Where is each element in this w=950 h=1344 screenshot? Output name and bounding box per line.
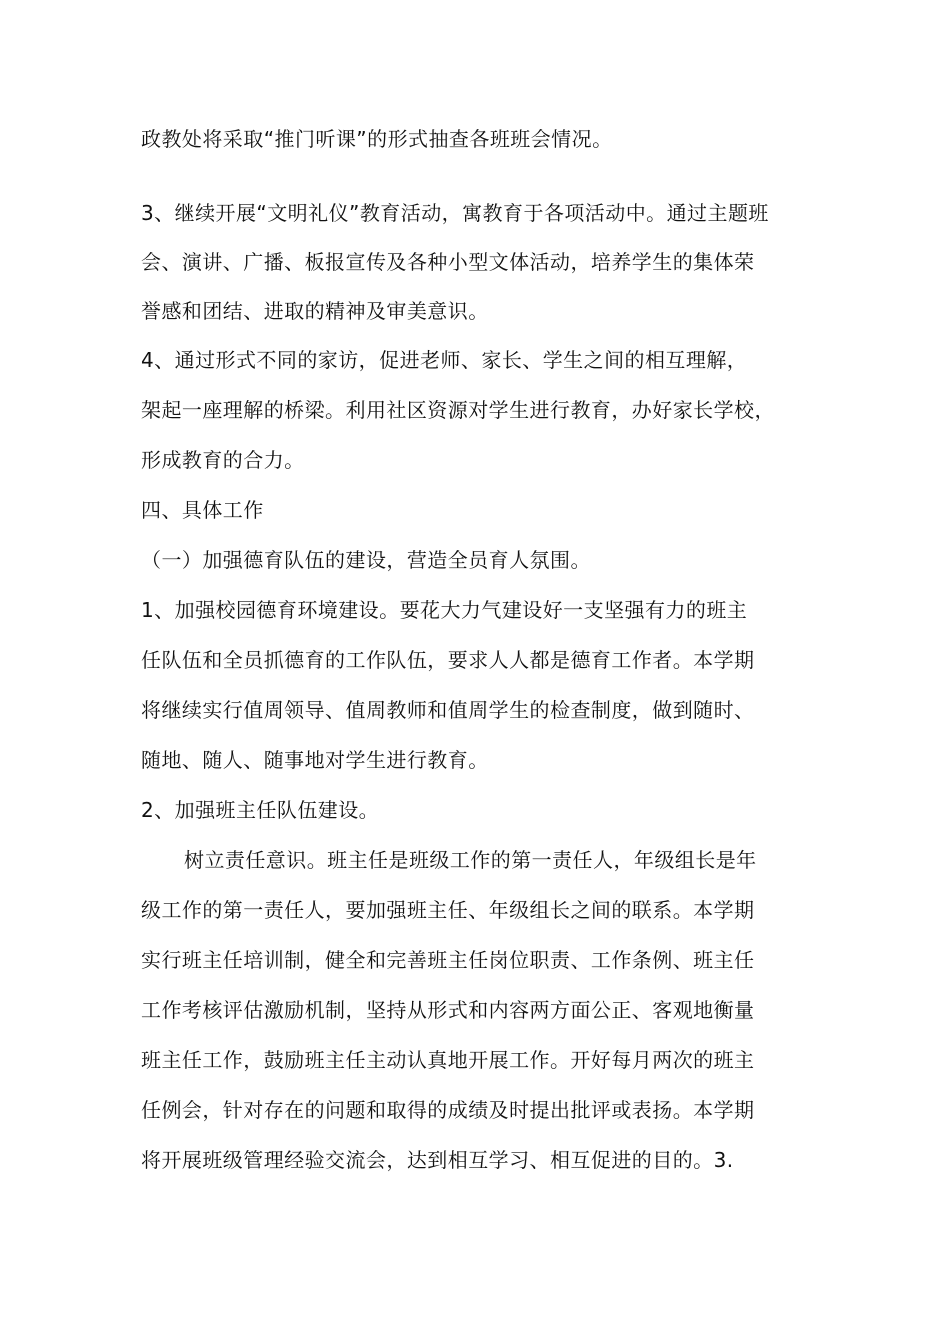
text-line: 4、通过形式不同的家访，促进老师、家长、学生之间的相互理解， xyxy=(141,348,748,372)
text-line: 政教处将采取“推门听课”的形式抽查各班班会情况。 xyxy=(141,127,613,151)
text-line: 3、继续开展“文明礼仪”教育活动，寓教育于各项活动中。通过主题班 xyxy=(141,201,769,225)
text-line: 架起一座理解的桥梁。利用社区资源对学生进行教育，办好家长学校， xyxy=(141,398,775,422)
text-line: 随地、随人、随事地对学生进行教育。 xyxy=(141,748,489,772)
text-line: 形成教育的合力。 xyxy=(141,448,305,472)
text-line: 实行班主任培训制，健全和完善班主任岗位职责、工作条例、班主任 xyxy=(141,948,755,972)
text-line: 任队伍和全员抓德育的工作队伍，要求人人都是德育工作者。本学期 xyxy=(141,648,755,672)
text-line: 班主任工作，鼓励班主任主动认真地开展工作。开好每月两次的班主 xyxy=(141,1048,755,1072)
text-line: 将继续实行值周领导、值周教师和值周学生的检查制度，做到随时、 xyxy=(141,698,755,722)
text-line: 级工作的第一责任人，要加强班主任、年级组长之间的联系。本学期 xyxy=(141,898,755,922)
text-line: 1、加强校园德育环境建设。要花大力气建设好一支坚强有力的班主 xyxy=(141,598,748,622)
text-line: 誉感和团结、进取的精神及审美意识。 xyxy=(141,299,489,323)
text-line: 2、加强班主任队伍建设。 xyxy=(141,798,380,822)
section-heading: 四、具体工作 xyxy=(141,498,264,522)
subsection-heading: （一）加强德育队伍的建设，营造全员育人氛围。 xyxy=(141,548,591,572)
paragraph-first-line: 树立责任意识。班主任是班级工作的第一责任人，年级组长是年 xyxy=(184,848,757,872)
text-line: 将开展班级管理经验交流会，达到相互学习、相互促进的目的。3. xyxy=(141,1148,734,1172)
text-line: 任例会，针对存在的问题和取得的成绩及时提出批评或表扬。本学期 xyxy=(141,1098,755,1122)
text-line: 会、演讲、广播、板报宣传及各种小型文体活动，培养学生的集体荣 xyxy=(141,250,755,274)
text-line: 工作考核评估激励机制，坚持从形式和内容两方面公正、客观地衡量 xyxy=(141,998,755,1022)
